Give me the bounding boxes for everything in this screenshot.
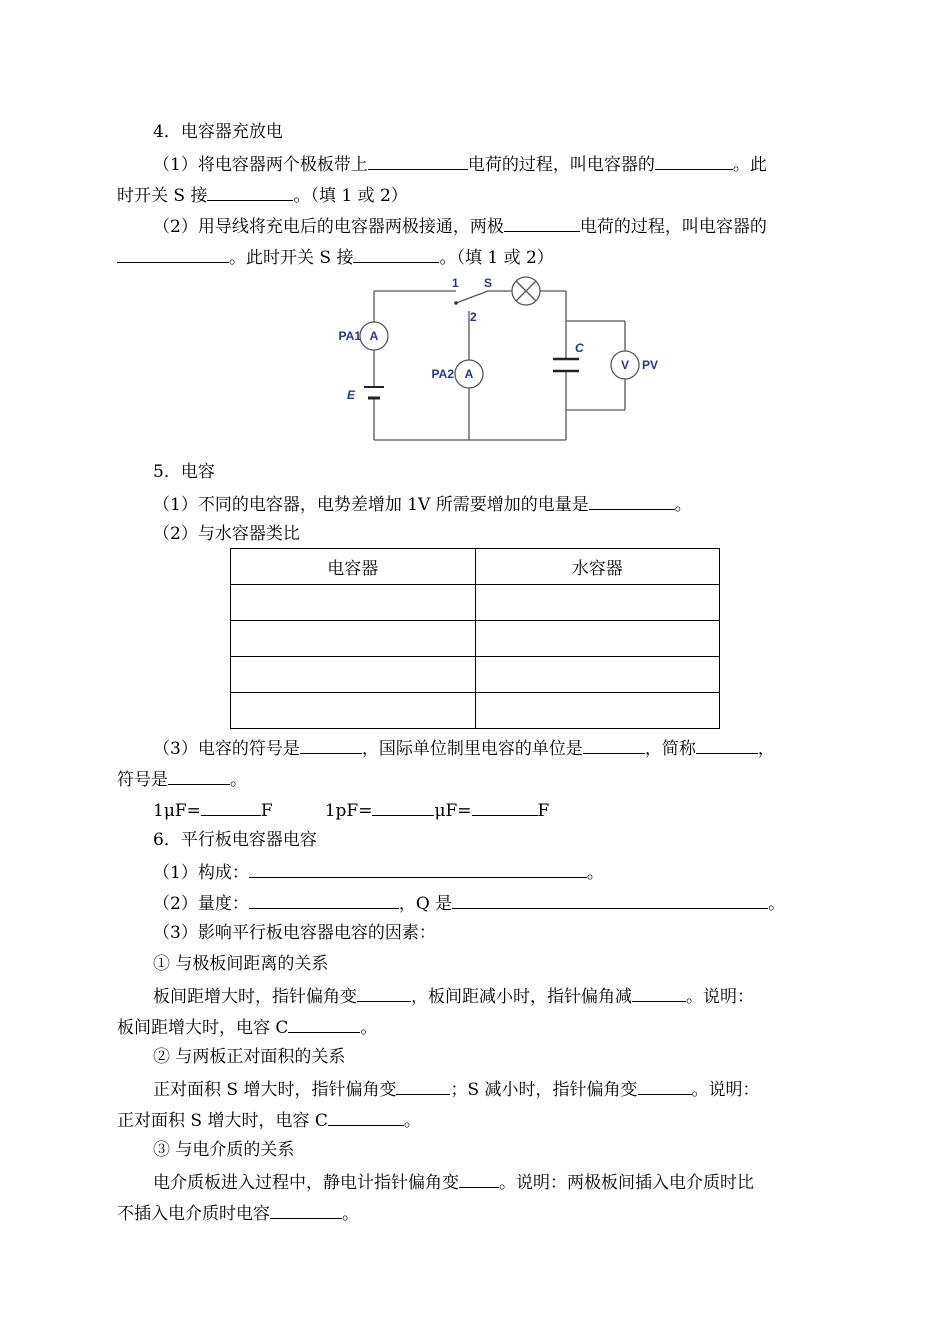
- text: ，板间距减小时，指针偏角减: [411, 987, 632, 1007]
- s5-line3: [153, 736, 775, 760]
- blank[interactable]: [696, 736, 758, 754]
- text: 正对面积 S 增大时，电容 C: [117, 1111, 328, 1131]
- comparison-table: [230, 548, 720, 729]
- s6-r1: ① 与极板间距离的关系: [153, 954, 329, 974]
- s6-r2-line2: [117, 1108, 421, 1132]
- text: 电介质板进入过程中，静电计指针偏角变: [153, 1173, 459, 1193]
- table-row: [231, 621, 720, 657]
- blank[interactable]: [372, 798, 434, 816]
- table-row: [231, 657, 720, 693]
- table-cell[interactable]: [475, 657, 720, 693]
- text: ，简称: [644, 739, 696, 759]
- text: 时开关 S 接: [117, 186, 208, 206]
- section-6-title: 6．平行板电容器电容: [153, 830, 317, 850]
- blank[interactable]: [328, 1108, 404, 1126]
- blank[interactable]: [270, 1201, 342, 1219]
- section-4-title: 4．电容器充放电: [153, 122, 283, 142]
- s6-r1-line2: [117, 1015, 377, 1039]
- text: 电荷的过程，叫电容器的: [467, 155, 655, 175]
- table-header-row: [231, 549, 720, 585]
- table-header-cell: 水容器: [475, 549, 720, 585]
- text: 。此时开关 S 接: [229, 248, 354, 268]
- blank[interactable]: [472, 798, 538, 816]
- s6-r3-line2: [117, 1201, 359, 1225]
- text: 电荷的过程，叫电容器的: [579, 217, 767, 237]
- table-cell[interactable]: [475, 693, 720, 729]
- text: 。（填 1 或 2）: [293, 186, 408, 206]
- ammeter-a-letter: A: [464, 367, 474, 381]
- blank[interactable]: [452, 891, 768, 909]
- blank[interactable]: [638, 1077, 692, 1095]
- text: 。: [360, 1018, 378, 1038]
- text: 。此: [732, 155, 767, 175]
- text: F: [260, 801, 273, 821]
- label-pa1: PA1: [338, 329, 361, 343]
- switch-contact: [454, 301, 458, 305]
- text: （1）将电容器两个极板带上: [153, 155, 368, 175]
- s6-r3: ③ 与电介质的关系: [153, 1140, 295, 1160]
- s5-units: [153, 798, 549, 822]
- text: 。: [674, 495, 692, 515]
- label-pa2: PA2: [431, 367, 454, 381]
- table-row: [231, 585, 720, 621]
- text: μF=: [434, 801, 472, 821]
- blank[interactable]: [300, 736, 362, 754]
- blank[interactable]: [583, 736, 645, 754]
- text: 1pF=: [324, 801, 373, 821]
- blank[interactable]: [249, 860, 587, 878]
- text: 。: [768, 894, 786, 914]
- s5-line1: [153, 492, 692, 516]
- table-cell[interactable]: [475, 585, 720, 621]
- text: 。说明：: [691, 1080, 760, 1100]
- text: 正对面积 S 增大时，指针偏角变: [153, 1080, 397, 1100]
- table-cell[interactable]: [231, 693, 476, 729]
- blank[interactable]: [396, 1077, 450, 1095]
- section-5-title: 5．电容: [153, 462, 215, 482]
- text: ，Q 是: [398, 894, 453, 914]
- text: ，: [757, 739, 775, 759]
- table-row: [231, 693, 720, 729]
- table-cell[interactable]: [231, 657, 476, 693]
- s5-line2: （2）与水容器类比: [153, 524, 300, 544]
- label-c: C: [575, 341, 584, 355]
- text: （1）不同的电容器，电势差增加 1V 所需要增加的电量是: [153, 495, 589, 515]
- blank[interactable]: [357, 984, 411, 1002]
- label-1: 1: [452, 276, 459, 290]
- text: 符号是: [117, 770, 168, 790]
- table-cell[interactable]: [231, 621, 476, 657]
- circuit-diagram: [0, 0, 950, 460]
- blank[interactable]: [589, 492, 675, 510]
- label-2: 2: [470, 310, 477, 324]
- s6-line2: [153, 891, 785, 915]
- label-s: S: [484, 276, 493, 290]
- text: 。: [586, 863, 604, 883]
- text: 1μF=: [153, 801, 201, 821]
- voltmeter-v-letter: V: [620, 358, 630, 372]
- text: 板间距增大时，指针偏角变: [153, 987, 357, 1007]
- s6-r1-line1: [153, 984, 754, 1008]
- text: （2）量度：: [153, 894, 249, 914]
- text: （2）用导线将充电后的电容器两极接通，两极: [153, 217, 504, 237]
- s6-r3-line1: [153, 1170, 754, 1194]
- text: （3）电容的符号是: [153, 739, 300, 759]
- switch-blade: [456, 291, 488, 303]
- blank[interactable]: [288, 1015, 360, 1033]
- text: ；S 减小时，指针偏角变: [450, 1080, 638, 1100]
- table-cell[interactable]: [231, 585, 476, 621]
- text: 。（填 1 或 2）: [439, 248, 554, 268]
- text: 不插入电介质时电容: [117, 1204, 270, 1224]
- label-e: E: [347, 388, 356, 402]
- s6-r2-line1: [153, 1077, 760, 1101]
- text: 。: [230, 770, 247, 790]
- text: 。: [403, 1111, 421, 1131]
- blank[interactable]: [249, 891, 399, 909]
- blank[interactable]: [632, 984, 686, 1002]
- text: ，国际单位制里电容的单位是: [361, 739, 583, 759]
- ammeter-a-letter: A: [369, 329, 379, 343]
- blank[interactable]: [201, 798, 261, 816]
- s5-line4: [117, 767, 247, 791]
- blank[interactable]: [168, 767, 230, 785]
- text: 。说明：: [686, 987, 754, 1007]
- s6-line1: [153, 860, 604, 884]
- label-pv: PV: [642, 358, 659, 372]
- s6-r2: ② 与两板正对面积的关系: [153, 1047, 346, 1067]
- text: （1）构成：: [153, 863, 249, 883]
- s6-line3: （3）影响平行板电容器电容的因素：: [153, 923, 436, 943]
- text: 。说明：两极板间插入电介质时比: [499, 1173, 754, 1193]
- text: 。: [342, 1204, 359, 1224]
- text: F: [537, 801, 550, 821]
- table-header-cell: 电容器: [231, 549, 476, 585]
- table-cell[interactable]: [475, 621, 720, 657]
- blank[interactable]: [459, 1170, 499, 1188]
- text: 板间距增大时，电容 C: [117, 1018, 289, 1038]
